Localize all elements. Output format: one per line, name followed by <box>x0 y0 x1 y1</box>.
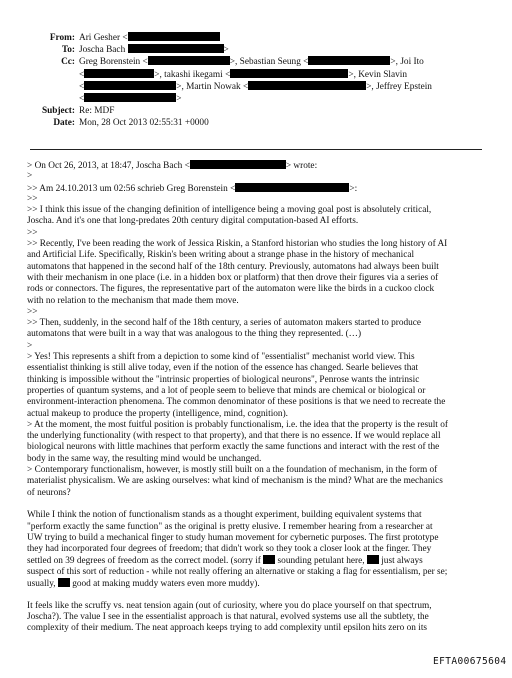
body-line: actual makeup to produce the property (intelligence, mind, cognition). <box>27 408 289 419</box>
body-line: Joscha. And it's one that long-predates 20th century digital computation-based AI efforts. <box>27 216 359 227</box>
redaction <box>263 555 275 564</box>
redaction <box>84 81 176 90</box>
body-line: and Artificial Life. Specifically, Riskin's been writing about a strange phase in the history of mechanical <box>27 250 415 261</box>
body-line: of neurons? <box>27 487 71 498</box>
to-value: Joscha Bach <box>79 45 126 56</box>
date-label: Date: <box>53 118 75 129</box>
body-line: >> Am 24.10.2013 um 02:56 schrieb Greg Borenstein < >: <box>27 183 358 194</box>
body-line: essentialist thinking is still alive today, even if the notion of the essence has changed. Searle believes that <box>27 363 419 374</box>
body-line: usually, good at making muddy waters even more muddy). <box>27 578 260 589</box>
cc-label: Cc: <box>61 57 75 68</box>
redaction <box>128 44 224 53</box>
body-line: >> <box>27 306 38 317</box>
body-line: Joscha?). The value I see in the essentialist approach is that natural, evolved systems use all the subtlety, the <box>27 611 429 622</box>
from-row <box>0 32 512 44</box>
paragraph-gap <box>27 499 487 510</box>
redaction <box>235 183 349 192</box>
body-line: biological neurons with little machines that perform exactly the same functions and interact with the rest of the <box>27 442 440 453</box>
redaction <box>84 69 154 78</box>
subject-label: Subject: <box>41 106 75 117</box>
header-divider <box>30 149 482 150</box>
redaction <box>148 56 230 65</box>
body-line: automatons that happened in the second half of the 18th century. Previously, automatons had always been built <box>27 261 439 272</box>
body-line: complexity of their medium. The neat approach keeps trying to add complexity until epsilon hits zero on its <box>27 623 428 634</box>
subject-value: Re: MDF <box>79 106 115 117</box>
body-line: thinking is impossible without the "intrinsic properties of biological neurons", Penrose wants the intrinsic <box>27 374 420 385</box>
body-line: environment-interaction phenomena. The common denominator of these positions is that we need to recreate the <box>27 397 446 408</box>
redaction <box>84 93 176 102</box>
to-row: To: Joscha Bach > <box>61 45 229 56</box>
body-line: they had incorporated four degrees of freedom; that didn't work so they took a closer look at the finger. They <box>27 544 432 555</box>
body-line: properties of quantum systems, and a lot of people seem to believe that minds are chemical or biological or <box>27 385 426 396</box>
body-line: It feels like the scruffy vs. neat tension again (out of curiosity, where you do place yourself on that spectrum, <box>27 600 432 611</box>
body-line: > On Oct 26, 2013, at 18:47, Joscha Bach < > wrote: <box>27 161 318 171</box>
body-line: > At the moment, the most fuitful position is probably functionalism, i.e. the idea that the property is the result of <box>27 419 448 430</box>
redaction <box>230 69 348 78</box>
body-line: suspect of this sort of reduction - while not really offering an alternative or staking a flag for essentialism, per se; <box>27 566 448 577</box>
body-line: "perform exactly the same function" as the original is pretty elusive. I remember hearing from a researcher at <box>27 521 433 532</box>
redaction <box>128 32 220 41</box>
body-line: While I think the notion of functionalism stands as a thought experiment, building equivalent systems that <box>27 510 422 521</box>
cc-row: Cc: Greg Borenstein < >, Sebastian Seung < >, Joi Ito <box>61 57 424 68</box>
cc-row-3: < >, Martin Nowak < >, Jeffrey Epstein <box>79 81 432 92</box>
from-value: Ari Gesher < <box>79 33 128 43</box>
email-body <box>27 160 487 634</box>
body-line: >> Then, suddenly, in the second half of the 18th century, a series of automaton makers started to produce <box>27 318 422 329</box>
paragraph-gap <box>27 589 487 600</box>
cc-row-4: < > <box>79 93 182 104</box>
body-line: >> <box>27 193 38 204</box>
body-line: the underlying functionality (with respect to that property), and that there is no essence. If we would replace all <box>27 431 441 442</box>
date-row <box>0 117 512 129</box>
email-header <box>0 32 512 130</box>
body-line: automatons that were built in a way that was analogous to the thing they represented. (…) <box>27 329 362 340</box>
body-line: with their mechanism in one place (i.e. in a hidden box or platform) that then drove their figures via a series of <box>27 272 439 283</box>
body-line: > <box>27 171 33 182</box>
redaction <box>248 81 366 90</box>
redaction <box>58 578 70 587</box>
body-line: >> I think this issue of the changing definition of intelligence being a moving goal post is absolutely critical, <box>27 205 432 216</box>
body-line: materialist physicalism. We are asking ourselves: what kind of mechanism is the mind? What are the mechanics <box>27 476 443 487</box>
body-line: body in the same way, the resulting mind would be unchanged. <box>27 453 262 464</box>
redaction <box>367 555 379 564</box>
from-label: From: <box>49 33 75 43</box>
to-label: To: <box>61 45 75 56</box>
redaction <box>190 160 286 169</box>
body-line: > <box>27 340 33 351</box>
body-line: with no relation to the mechanism that made them move. <box>27 295 239 306</box>
date-value: Mon, 28 Oct 2013 02:55:31 +0000 <box>79 118 209 129</box>
body-line: UW trying to build a mechanical finger to study human movement for cybernetic purposes. The first prototype <box>27 532 439 543</box>
body-line: settled on 39 degrees of freedom as the correct model. (sorry if sounding petulant here, just always <box>27 556 423 567</box>
body-line: > Contemporary functionalism, however, is mostly still built on a the foundation of mechanism, in the form of <box>27 465 438 476</box>
body-line: >> <box>27 227 38 238</box>
body-line: >> Recently, I've been reading the work of Jessica Riskin, a Stanford historian who studies the long history of AI <box>27 239 448 250</box>
cc-row-2: < >, takashi ikegami < >, Kevin Slavin <box>79 69 408 80</box>
body-line: rods or connectors. The figures, the representative part of the automaton were like the birds in a cuckoo clock <box>27 284 435 295</box>
document-id: EFTA00675604 <box>433 656 507 667</box>
subject-row <box>0 105 512 117</box>
redaction <box>308 56 390 65</box>
body-line: > Yes! This represents a shift from a depiction to some kind of "essentialist" mechanist world view. This <box>27 352 415 363</box>
